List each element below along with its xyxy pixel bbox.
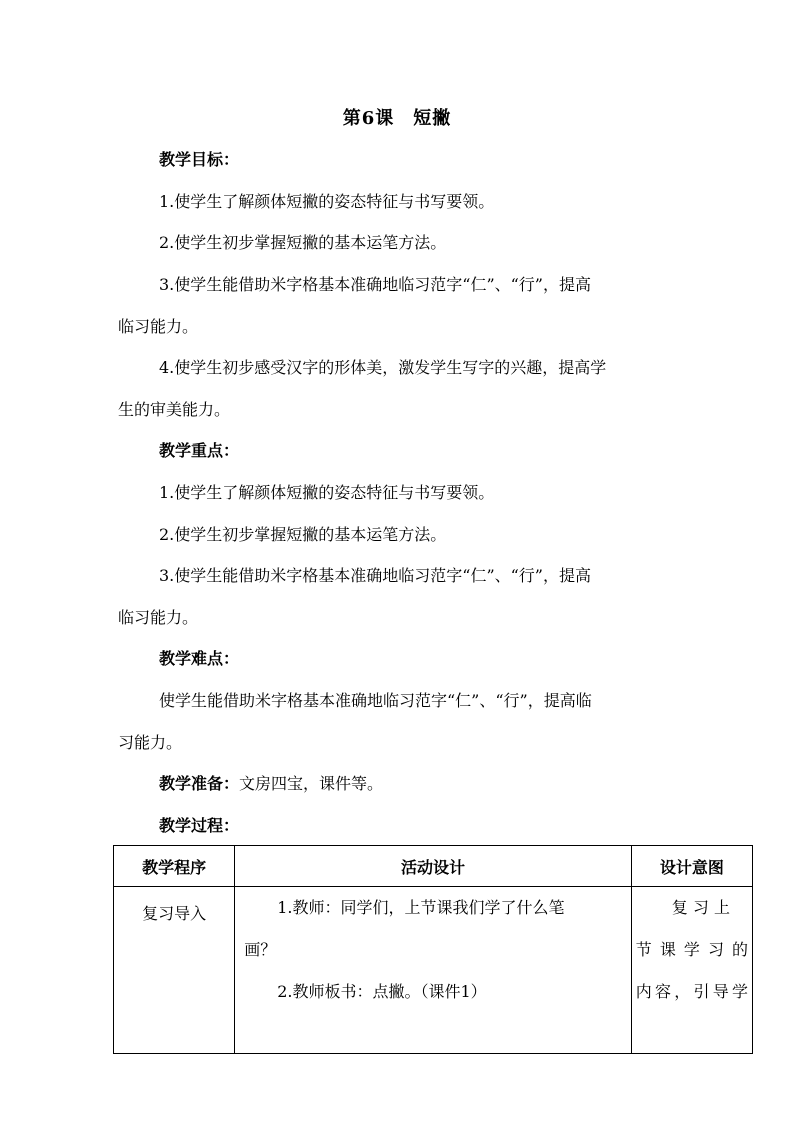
table-header-intent: 设计意图: [631, 846, 752, 887]
process-table: [113, 845, 753, 1054]
activity-line: 画？: [244, 940, 277, 959]
difficulty-heading: 教学难点：: [159, 649, 240, 668]
objective-line: 2.使学生初步掌握短撇的基本运笔方法。: [159, 233, 447, 252]
intent-line: 内容，引导学: [635, 982, 748, 1001]
table-header-activity: 活动设计: [235, 846, 632, 887]
intent-line: 复 习 上: [671, 898, 730, 917]
difficulty-line: 使学生能借助米字格基本准确地临习范字“仁”、“行”，提高临: [159, 691, 592, 710]
preparation-text: 文房四宝，课件等。: [239, 774, 384, 793]
table-header-row: [114, 846, 753, 887]
activity-cell: [235, 887, 632, 1054]
intent-cell: [631, 887, 752, 1054]
key-point-line: 临习能力。: [118, 608, 199, 627]
table-header-stage: 教学程序: [114, 846, 235, 887]
key-point-line: 2.使学生初步掌握短撇的基本运笔方法。: [159, 525, 447, 544]
objective-line: 生的审美能力。: [118, 400, 231, 419]
preparation-line: [159, 774, 383, 794]
process-heading: 教学过程：: [159, 816, 240, 835]
key-point-line: 3.使学生能借助米字格基本准确地临习范字“仁”、“行”，提高: [159, 566, 591, 585]
table-row: [114, 887, 753, 1054]
difficulty-line: 习能力。: [118, 733, 183, 752]
objective-line: 临习能力。: [118, 317, 199, 336]
preparation-label: 教学准备：: [159, 774, 240, 793]
lesson-title: 第6课 短撇: [342, 108, 452, 129]
key-point-line: 1.使学生了解颜体短撇的姿态特征与书写要领。: [159, 483, 495, 502]
stage-cell: 复习导入: [114, 887, 235, 1054]
intent-line: 节课学习的: [635, 940, 748, 959]
objective-line: 1.使学生了解颜体短撇的姿态特征与书写要领。: [159, 192, 495, 211]
objective-line: 3.使学生能借助米字格基本准确地临习范字“仁”、“行”，提高: [159, 275, 591, 294]
activity-line: 2.教师板书：点撇。（课件1）: [277, 982, 487, 1001]
key-points-heading: 教学重点：: [159, 441, 240, 460]
objectives-heading: 教学目标：: [159, 150, 240, 169]
objective-line: 4.使学生初步感受汉字的形体美，激发学生写字的兴趣，提高学: [159, 358, 607, 377]
activity-line: 1.教师：同学们，上节课我们学了什么笔: [277, 898, 565, 917]
